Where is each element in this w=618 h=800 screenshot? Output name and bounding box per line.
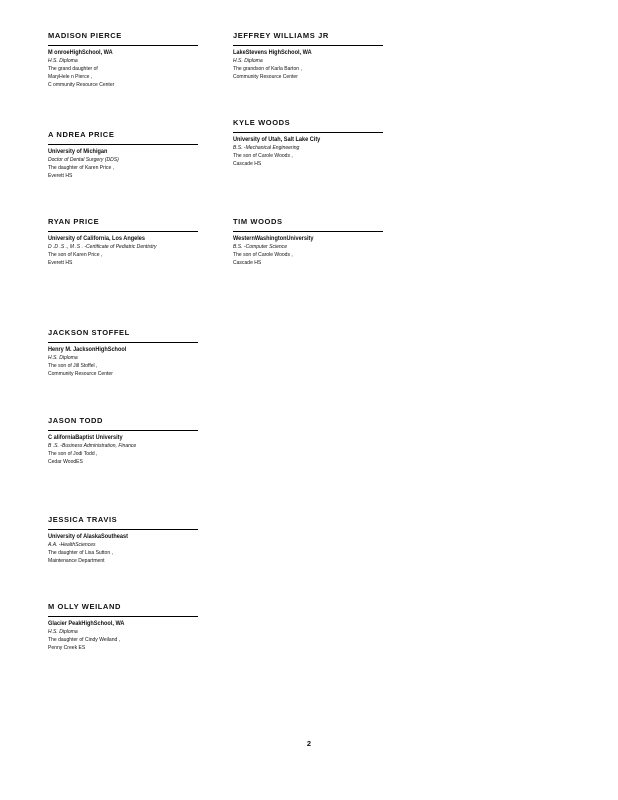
school: University of California, Los Angeles xyxy=(48,235,145,242)
school: WesternWashingtonUniversity xyxy=(233,235,314,242)
graduate-entry xyxy=(48,129,198,180)
graduate-entry xyxy=(48,601,198,652)
relation: The grand daughter of xyxy=(48,66,98,72)
hs-line: MaryHele n Pierce , xyxy=(48,74,93,80)
school: University of AlaskaSoutheast xyxy=(48,533,128,540)
hs-line: Community Resource Center xyxy=(233,74,298,80)
hs-line: Cascade HS xyxy=(233,260,262,266)
hs-line: Community Resource Center xyxy=(48,371,113,377)
divider xyxy=(48,231,198,232)
school: LakeStevens HighSchool, WA xyxy=(233,49,312,56)
degree: H.S. Diploma xyxy=(48,58,78,64)
relation: The son of Carole Woods , xyxy=(233,153,293,159)
graduate-entry xyxy=(233,117,383,168)
relation: The daughter of Karen Price , xyxy=(48,165,115,171)
graduate-entry xyxy=(233,30,383,81)
relation: The son of Jill Stoffel , xyxy=(48,363,98,369)
graduate-entry xyxy=(48,30,198,89)
graduate-entry xyxy=(48,327,198,378)
divider xyxy=(48,144,198,145)
hs-line: Cascade HS xyxy=(233,161,262,167)
school: M onroeHighSchool, WA xyxy=(48,49,113,56)
graduate-entry xyxy=(48,216,198,267)
graduate-name: JASON TODD xyxy=(48,416,104,425)
divider xyxy=(48,529,198,530)
school: Glacier PeakHighSchool, WA xyxy=(48,620,125,627)
divider xyxy=(233,45,383,46)
graduate-entry xyxy=(48,514,198,565)
hs-line: Penny Creek ES xyxy=(48,645,86,651)
relation: The son of Jodi Todd , xyxy=(48,451,98,457)
graduate-name: TIM WOODS xyxy=(233,217,283,226)
hs-line: Cedar WoodES xyxy=(48,459,83,465)
degree: D .D .S ., M .S . -Certificate of Pediatric Dentistry xyxy=(48,244,157,250)
divider xyxy=(233,132,383,133)
graduate-name: JESSICA TRAVIS xyxy=(48,515,118,524)
graduate-entry xyxy=(48,415,198,466)
relation: The daughter of Cindy Weiland , xyxy=(48,637,121,643)
divider xyxy=(48,342,198,343)
degree: B.S. -Mechanical Engineering xyxy=(233,145,300,151)
graduate-name: MADISON PIERCE xyxy=(48,31,122,40)
divider xyxy=(233,231,383,232)
hs-line: Everett HS xyxy=(48,173,73,179)
hs-line: C ommunity Resource Center xyxy=(48,82,115,88)
degree: A.A. -HealthSciences xyxy=(48,542,96,548)
hs-line: Everett HS xyxy=(48,260,73,266)
hs-line: Maintenance Department xyxy=(48,558,105,564)
divider xyxy=(48,616,198,617)
degree: Doctor of Dental Surgery (DDS) xyxy=(48,157,119,163)
school: C aliforniaBaptist University xyxy=(48,434,123,441)
relation: The daughter of Lisa Sutton , xyxy=(48,550,113,556)
divider xyxy=(48,45,198,46)
graduate-name: RYAN PRICE xyxy=(48,217,100,226)
relation: The son of Carole Woods , xyxy=(233,252,293,258)
school: Henry M. JacksonHighSchool xyxy=(48,346,127,353)
degree: H.S. Diploma xyxy=(48,629,78,635)
graduate-name: JEFFREY WILLIAMS JR xyxy=(233,31,329,40)
degree: B.S. -Computer Science xyxy=(233,244,288,250)
graduate-name: M OLLY WEILAND xyxy=(48,602,121,611)
degree: H.S. Diploma xyxy=(233,58,263,64)
degree: H.S. Diploma xyxy=(48,355,78,361)
page-number: 2 xyxy=(306,739,312,748)
graduate-name: JACKSON STOFFEL xyxy=(48,328,130,337)
relation: The grandson of Karla Barton , xyxy=(233,66,302,72)
degree: B .S. -Business Administration, Finance xyxy=(48,443,137,449)
divider xyxy=(48,430,198,431)
school: University of Michigan xyxy=(48,148,108,155)
graduate-name: KYLE WOODS xyxy=(233,118,291,127)
school: University of Utah, Salt Lake City xyxy=(233,136,321,143)
graduate-name: A NDREA PRICE xyxy=(48,130,115,139)
graduate-entry xyxy=(233,216,383,267)
relation: The son of Karen Price , xyxy=(48,252,103,258)
